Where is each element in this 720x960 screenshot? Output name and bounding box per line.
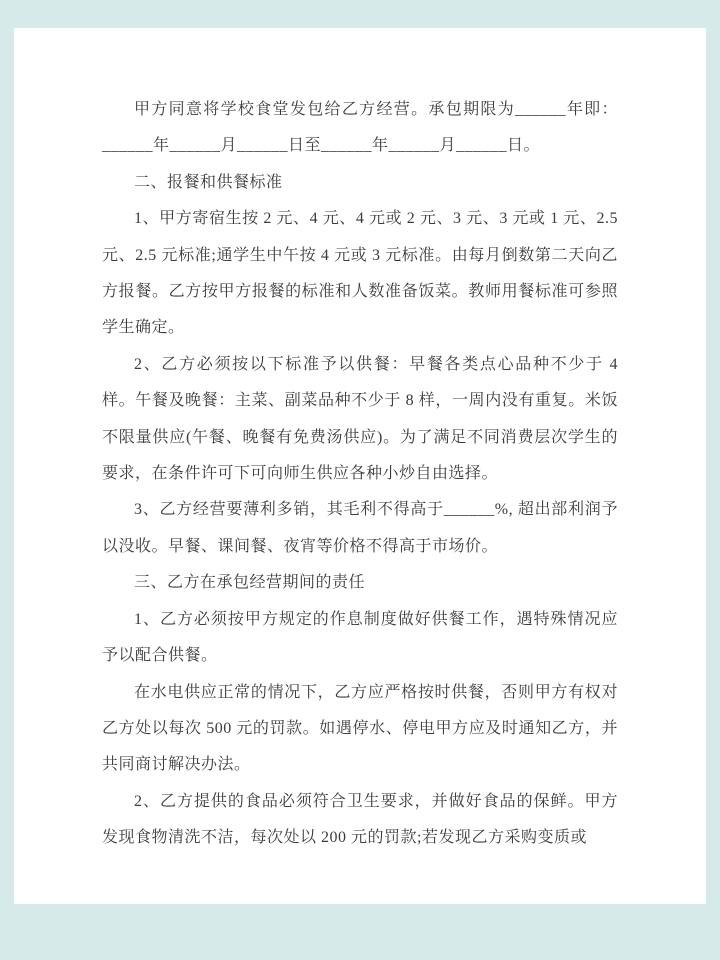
paragraph: 2、乙方必须按以下标准予以供餐：早餐各类点心品种不少于 4 样。午餐及晚餐：主菜、副菜品种不少于 8 样，一周内没有重复。米饭不限量供应(午餐、晚餐有免费汤供应)。为了满足不同消费层次学生的要求，在条件许可下可向师生供应各种小炒自由选择。 (102, 355, 618, 483)
paragraph: 二、报餐和供餐标准 (134, 173, 283, 191)
paragraph: 甲方同意将学校食堂发包给乙方经营。承包期限为______年即：______年______月______日至______年______月______日。 (102, 101, 618, 155)
paragraph: 1、甲方寄宿生按 2 元、4 元、4 元或 2 元、3 元、3 元或 1 元、2.5 元、2.5 元标准;通学生中午按 4 元或 3 元标准。由每月倒数第二天向乙方报餐。乙方按甲方报餐的标准和人数准备饭菜。教师用餐标准可参照学生确定。 (102, 210, 618, 337)
paragraph: 1、乙方必须按甲方规定的作息制度做好供餐工作，遇特殊情况应予以配合供餐。 (102, 610, 618, 665)
paragraph: 2、乙方提供的食品必须符合卫生要求，并做好食品的保鲜。甲方发现食物清洗不洁，每次处以 200 元的罚款;若发现乙方采购变质或 (102, 792, 618, 847)
paragraph: 3、乙方经营要薄利多销，其毛利不得高于______%, 超出部利润予以没收。早餐、课间餐、夜宵等价格不得高于市场价。 (102, 501, 618, 555)
paragraph: 在水电供应正常的情况下，乙方应严格按时供餐，否则甲方有权对乙方处以每次 500 元的罚款。如遇停水、停电甲方应及时通知乙方，并共同商讨解决办法。 (102, 683, 618, 774)
document-content (102, 92, 618, 857)
paragraph: 三、乙方在承包经营期间的责任 (134, 574, 366, 592)
document-page (14, 28, 706, 904)
